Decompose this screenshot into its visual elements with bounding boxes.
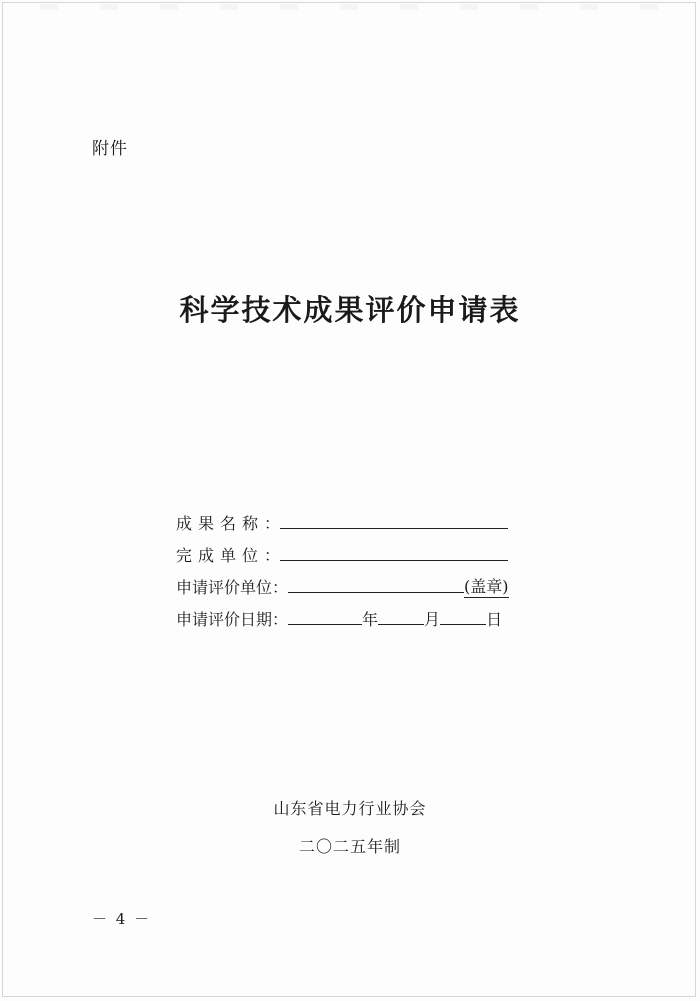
achievement-name-colon: ：	[264, 514, 281, 533]
date-year-field[interactable]	[288, 606, 362, 625]
application-date-colon: ：	[272, 610, 289, 629]
date-month-field[interactable]	[378, 606, 424, 625]
completion-unit-field[interactable]	[280, 542, 508, 561]
applicant-unit-colon: ：	[272, 578, 289, 597]
applicant-unit-label: 申请评价单位	[176, 578, 273, 597]
applicant-unit-row	[176, 566, 536, 598]
issue-year: 二〇二五年制	[298, 837, 401, 856]
completion-unit-row	[176, 534, 536, 566]
achievement-name-label: 成果名称	[176, 514, 265, 533]
scan-artifact	[40, 4, 660, 10]
completion-unit-label: 完成单位	[176, 546, 265, 565]
attachment-label: 附件	[92, 139, 128, 159]
applicant-unit-field[interactable]	[288, 574, 464, 593]
document-title: 科学技术成果评价申请表	[179, 293, 521, 327]
application-date-label: 申请评价日期	[176, 610, 273, 629]
month-unit: 月	[424, 610, 441, 629]
page-number: － 4 －	[92, 910, 152, 928]
year-unit: 年	[362, 610, 379, 629]
date-day-field[interactable]	[440, 606, 486, 625]
application-date-row	[176, 598, 536, 630]
seal-note: (盖章)	[464, 574, 509, 598]
achievement-name-field[interactable]	[280, 510, 508, 529]
issuer-name: 山东省电力行业协会	[273, 799, 427, 818]
application-form	[176, 502, 536, 630]
day-unit: 日	[486, 610, 503, 629]
achievement-name-row	[176, 502, 536, 534]
completion-unit-colon: ：	[264, 546, 281, 565]
